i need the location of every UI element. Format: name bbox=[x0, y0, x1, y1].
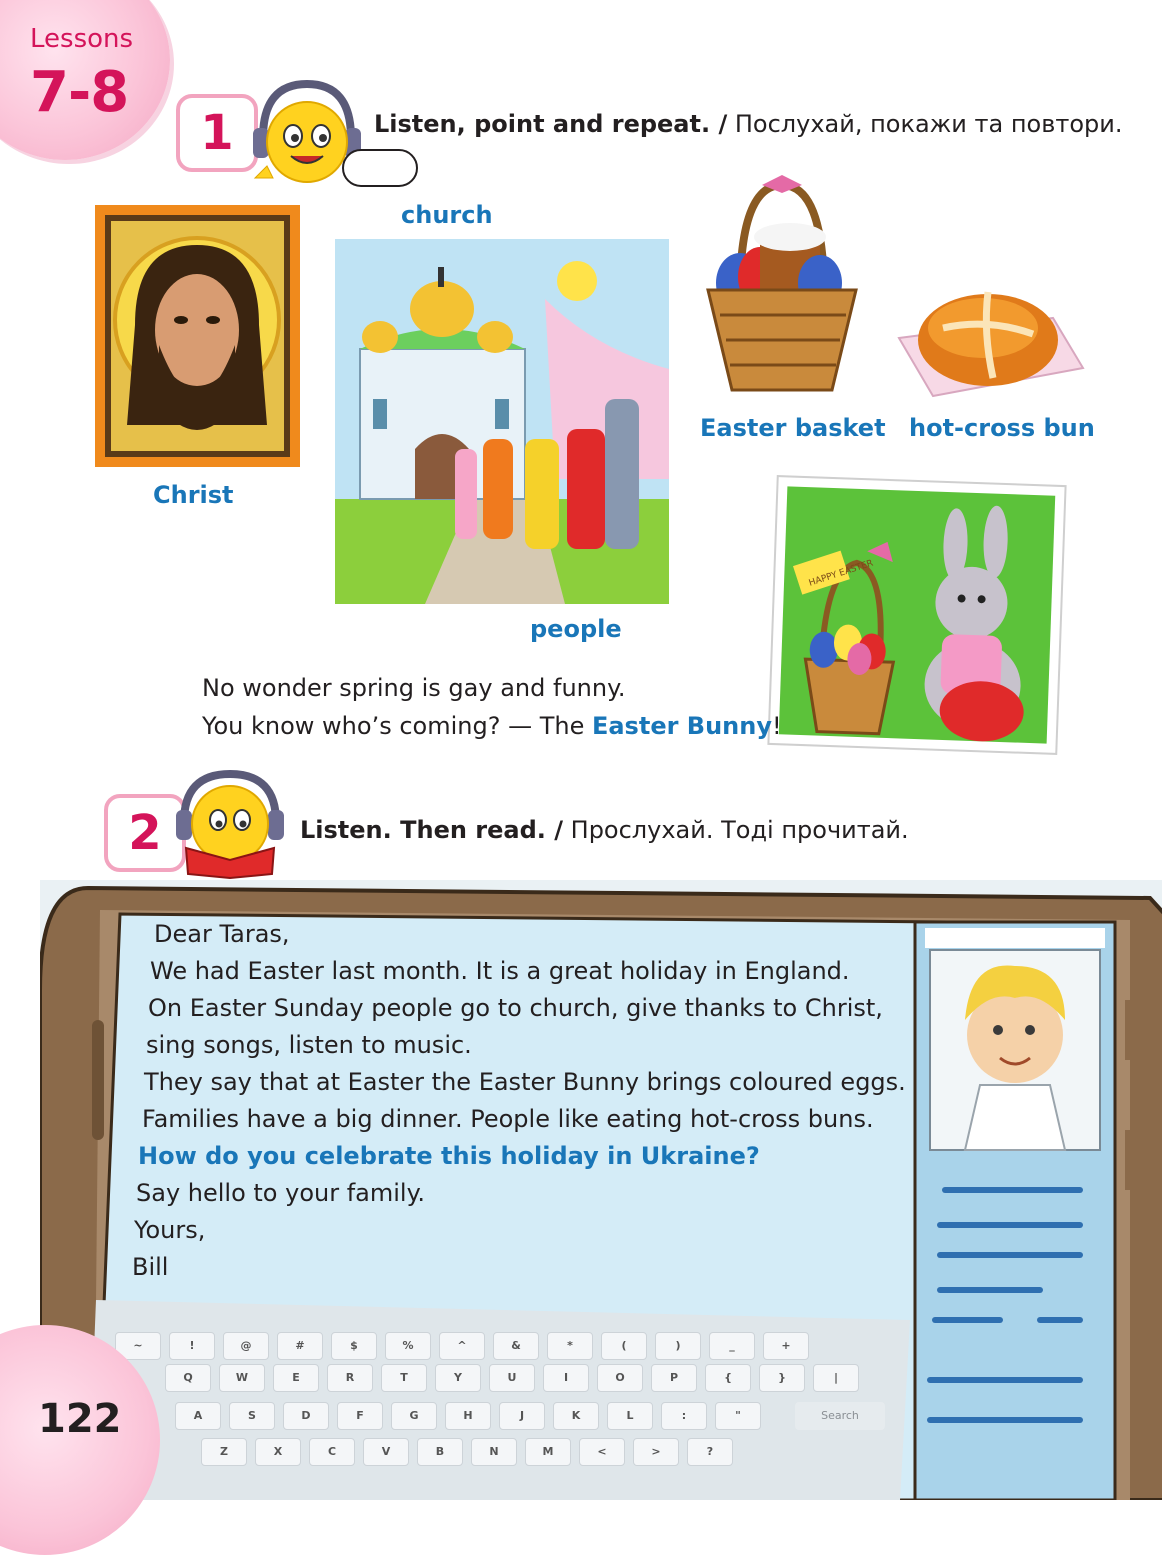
keyboard-key[interactable]: X bbox=[255, 1438, 301, 1466]
keyboard-key[interactable]: + bbox=[763, 1332, 809, 1360]
keyboard-key[interactable]: ) bbox=[655, 1332, 701, 1360]
poem-line-2-end: ! bbox=[771, 712, 782, 740]
easter-poem bbox=[202, 669, 782, 745]
word-hot-cross-bun: hot-cross bun bbox=[909, 414, 1095, 442]
keyboard-key[interactable]: Z bbox=[201, 1438, 247, 1466]
keyboard-key[interactable]: ( bbox=[601, 1332, 647, 1360]
keyboard-key[interactable]: ~ bbox=[115, 1332, 161, 1360]
keyboard-key[interactable]: B bbox=[417, 1438, 463, 1466]
keyboard-key[interactable]: Y bbox=[435, 1364, 481, 1392]
keyboard-key[interactable]: F bbox=[337, 1402, 383, 1430]
keyboard-key[interactable]: " bbox=[715, 1402, 761, 1430]
letter-line: We had Easter last month. It is a great holiday in England. bbox=[150, 957, 850, 985]
keyboard-key[interactable]: ! bbox=[169, 1332, 215, 1360]
keyboard-key[interactable]: < bbox=[579, 1438, 625, 1466]
task-1-instruction-ua: Послухай, покажи та повтори. bbox=[727, 110, 1123, 138]
word-church: church bbox=[401, 201, 493, 229]
keyboard-key[interactable]: * bbox=[547, 1332, 593, 1360]
christ-icon-picture bbox=[95, 205, 300, 467]
keyboard-key[interactable]: @ bbox=[223, 1332, 269, 1360]
page-number: 122 bbox=[38, 1396, 122, 1442]
keyboard-key[interactable]: Q bbox=[165, 1364, 211, 1392]
task-2-instruction bbox=[300, 816, 909, 844]
keyboard-key[interactable]: T bbox=[381, 1364, 427, 1392]
keyboard-key[interactable]: D bbox=[283, 1402, 329, 1430]
word-people: people bbox=[530, 615, 622, 643]
task-1-number: 1 bbox=[176, 94, 258, 172]
card-greeting: HAPPY EASTER bbox=[807, 558, 875, 589]
keyboard-key[interactable]: A bbox=[175, 1402, 221, 1430]
keyboard-key[interactable]: K bbox=[553, 1402, 599, 1430]
reading-smiley-icon bbox=[172, 770, 292, 880]
letter-line: Yours, bbox=[134, 1216, 206, 1244]
keyboard-key[interactable]: : bbox=[661, 1402, 707, 1430]
keyboard-key[interactable]: > bbox=[633, 1438, 679, 1466]
poem-easter-bunny: Easter Bunny bbox=[591, 712, 772, 740]
letter-line: Families have a big dinner. People like eating hot-cross buns. bbox=[142, 1105, 874, 1133]
letter-line: They say that at Easter the Easter Bunny brings coloured eggs. bbox=[144, 1068, 906, 1096]
task-2-instruction-en: Listen. Then read. / bbox=[300, 816, 564, 844]
poem-line-2-start: You know who’s coming? — The bbox=[202, 712, 592, 740]
task-2-instruction-ua: Прослухай. Тоді прочитай. bbox=[563, 816, 909, 844]
poem-line-2 bbox=[202, 707, 782, 745]
keyboard-key[interactable]: O bbox=[597, 1364, 643, 1392]
poem-line-1: No wonder spring is gay and funny. bbox=[202, 674, 626, 702]
letter-line: Dear Taras, bbox=[154, 920, 290, 948]
keyboard-key[interactable]: H bbox=[445, 1402, 491, 1430]
hot-cross-bun-picture bbox=[893, 278, 1088, 400]
lessons-number: 7-8 bbox=[30, 60, 129, 125]
word-christ: Christ bbox=[153, 481, 234, 509]
keyboard-key[interactable]: { bbox=[705, 1364, 751, 1392]
keyboard-key[interactable]: G bbox=[391, 1402, 437, 1430]
keyboard-key[interactable]: R bbox=[327, 1364, 373, 1392]
lessons-label: Lessons bbox=[30, 24, 134, 54]
keyboard-key[interactable]: W bbox=[219, 1364, 265, 1392]
keyboard-key[interactable]: V bbox=[363, 1438, 409, 1466]
keyboard-key[interactable]: E bbox=[273, 1364, 319, 1392]
keyboard-key[interactable]: | bbox=[813, 1364, 859, 1392]
letter-line: Say hello to your family. bbox=[136, 1179, 425, 1207]
keyboard-key[interactable]: M bbox=[525, 1438, 571, 1466]
keyboard-search-key[interactable]: Search bbox=[795, 1402, 885, 1430]
keyboard-key[interactable]: $ bbox=[331, 1332, 377, 1360]
keyboard-key[interactable]: S bbox=[229, 1402, 275, 1430]
easter-basket-picture bbox=[700, 165, 865, 400]
keyboard-key[interactable]: L bbox=[607, 1402, 653, 1430]
on-screen-keyboard bbox=[95, 1310, 915, 1474]
letter-signature: Bill bbox=[132, 1253, 169, 1281]
keyboard-key[interactable]: # bbox=[277, 1332, 323, 1360]
task-1-instruction bbox=[374, 110, 1122, 138]
keyboard-key[interactable]: I bbox=[543, 1364, 589, 1392]
keyboard-key[interactable]: ^ bbox=[439, 1332, 485, 1360]
keyboard-key[interactable]: U bbox=[489, 1364, 535, 1392]
keyboard-key[interactable]: P bbox=[651, 1364, 697, 1392]
keyboard-key[interactable]: _ bbox=[709, 1332, 755, 1360]
task-2-number: 2 bbox=[104, 794, 186, 872]
keyboard-key[interactable]: J bbox=[499, 1402, 545, 1430]
letter-line: On Easter Sunday people go to church, give thanks to Christ, bbox=[148, 994, 883, 1022]
word-easter-basket: Easter basket bbox=[700, 414, 886, 442]
church-picture bbox=[335, 239, 669, 604]
letter-question: How do you celebrate this holiday in Ukraine? bbox=[138, 1142, 760, 1170]
task-1-instruction-en: Listen, point and repeat. / bbox=[374, 110, 728, 138]
keyboard-key[interactable]: ? bbox=[687, 1438, 733, 1466]
letter-line: sing songs, listen to music. bbox=[146, 1031, 472, 1059]
letter-text bbox=[130, 920, 950, 1290]
keyboard-key[interactable]: } bbox=[759, 1364, 805, 1392]
headphones-smiley-icon bbox=[245, 78, 425, 198]
keyboard-key[interactable]: % bbox=[385, 1332, 431, 1360]
keyboard-key[interactable]: & bbox=[493, 1332, 539, 1360]
easter-bunny-card bbox=[765, 473, 1070, 758]
keyboard-key[interactable]: C bbox=[309, 1438, 355, 1466]
keyboard-key[interactable]: N bbox=[471, 1438, 517, 1466]
